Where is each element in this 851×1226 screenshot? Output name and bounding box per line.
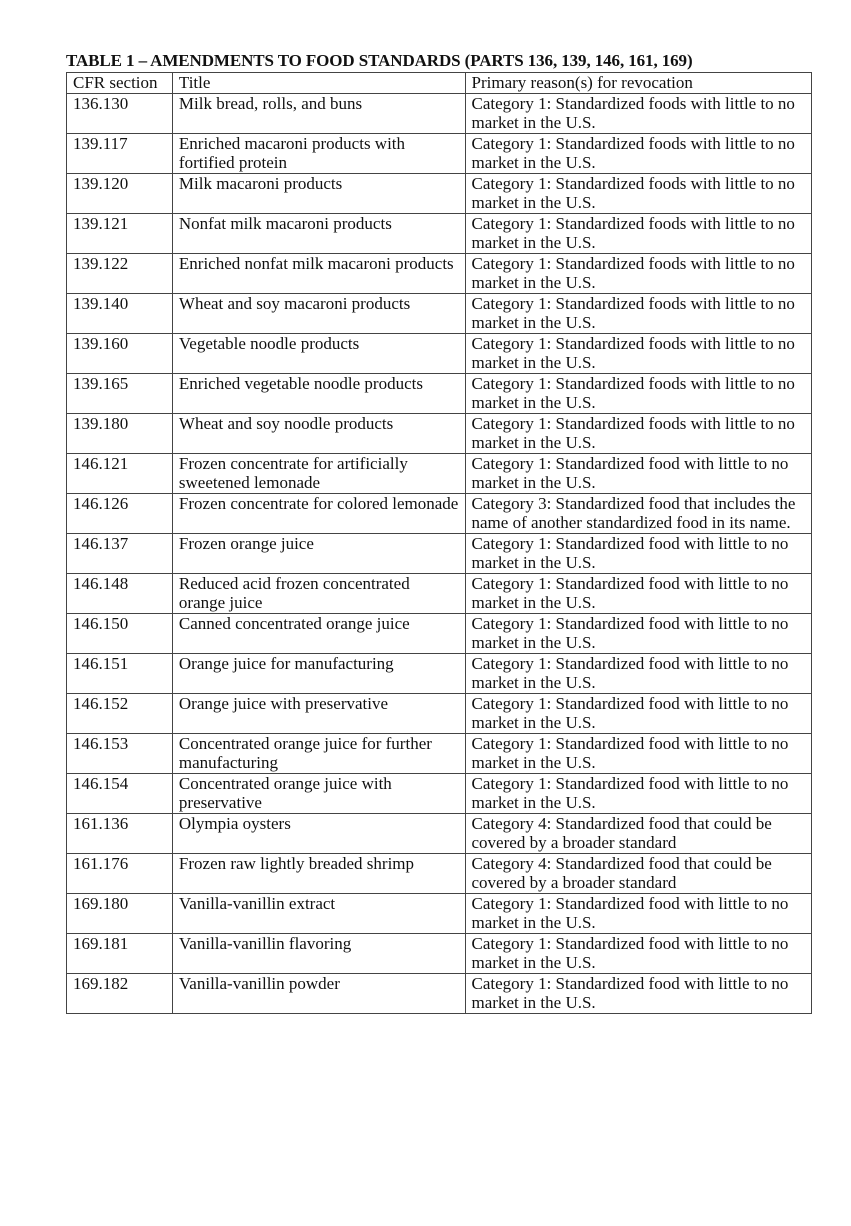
cell-cfr-section: 146.154 [67,773,173,813]
header-title: Title [172,73,465,94]
table-row [67,93,812,133]
cell-reason: Category 1: Standardized foods with little to no market in the U.S. [465,373,811,413]
cell-cfr-section: 146.151 [67,653,173,693]
cell-title: Milk bread, rolls, and buns [172,93,465,133]
cell-title: Canned concentrated orange juice [172,613,465,653]
table-row [67,933,812,973]
cell-cfr-section: 139.122 [67,253,173,293]
table-row [67,693,812,733]
cell-cfr-section: 146.137 [67,533,173,573]
cell-cfr-section: 139.180 [67,413,173,453]
cell-reason: Category 1: Standardized food with little to no market in the U.S. [465,533,811,573]
cell-reason: Category 1: Standardized food with little to no market in the U.S. [465,573,811,613]
cell-title: Olympia oysters [172,813,465,853]
cell-reason: Category 1: Standardized foods with little to no market in the U.S. [465,173,811,213]
table-row [67,413,812,453]
cell-title: Frozen raw lightly breaded shrimp [172,853,465,893]
cell-reason: Category 1: Standardized foods with little to no market in the U.S. [465,93,811,133]
cell-title: Enriched vegetable noodle products [172,373,465,413]
header-reason: Primary reason(s) for revocation [465,73,811,94]
table-header-row [67,73,812,94]
header-cfr-section: CFR section [67,73,173,94]
food-standards-table [66,72,812,1014]
table-row [67,573,812,613]
cell-title: Frozen concentrate for colored lemonade [172,493,465,533]
cell-title: Orange juice with preservative [172,693,465,733]
table-row [67,973,812,1013]
cell-reason: Category 1: Standardized food with little to no market in the U.S. [465,773,811,813]
cell-reason: Category 1: Standardized food with little to no market in the U.S. [465,613,811,653]
table-row [67,893,812,933]
table-row [67,173,812,213]
table-row [67,533,812,573]
cell-cfr-section: 169.182 [67,973,173,1013]
cell-title: Milk macaroni products [172,173,465,213]
table-row [67,853,812,893]
cell-reason: Category 1: Standardized food with little to no market in the U.S. [465,453,811,493]
table-title: TABLE 1 – AMENDMENTS TO FOOD STANDARDS (PARTS 136, 139, 146, 161, 169) [66,51,693,70]
cell-reason: Category 1: Standardized foods with little to no market in the U.S. [465,333,811,373]
cell-title: Enriched macaroni products with fortified protein [172,133,465,173]
cell-cfr-section: 146.126 [67,493,173,533]
table-row [67,213,812,253]
cell-reason: Category 4: Standardized food that could be covered by a broader standard [465,853,811,893]
cell-cfr-section: 139.120 [67,173,173,213]
table-row [67,733,812,773]
cell-title: Enriched nonfat milk macaroni products [172,253,465,293]
cell-cfr-section: 161.136 [67,813,173,853]
cell-cfr-section: 146.152 [67,693,173,733]
cell-title: Frozen orange juice [172,533,465,573]
cell-reason: Category 1: Standardized food with little to no market in the U.S. [465,693,811,733]
cell-reason: Category 3: Standardized food that includes the name of another standardized food in its name. [465,493,811,533]
table-row [67,613,812,653]
cell-cfr-section: 146.148 [67,573,173,613]
cell-cfr-section: 139.165 [67,373,173,413]
cell-title: Frozen concentrate for artificially sweetened lemonade [172,453,465,493]
cell-title: Orange juice for manufacturing [172,653,465,693]
cell-reason: Category 1: Standardized food with little to no market in the U.S. [465,973,811,1013]
cell-reason: Category 1: Standardized foods with little to no market in the U.S. [465,213,811,253]
cell-title: Vegetable noodle products [172,333,465,373]
table-row [67,253,812,293]
cell-cfr-section: 169.180 [67,893,173,933]
cell-cfr-section: 146.121 [67,453,173,493]
cell-cfr-section: 146.150 [67,613,173,653]
cell-cfr-section: 139.160 [67,333,173,373]
table-row [67,133,812,173]
cell-cfr-section: 146.153 [67,733,173,773]
cell-reason: Category 1: Standardized food with little to no market in the U.S. [465,653,811,693]
cell-cfr-section: 139.117 [67,133,173,173]
table-row [67,813,812,853]
table-row [67,293,812,333]
cell-title: Vanilla-vanillin powder [172,973,465,1013]
cell-title: Nonfat milk macaroni products [172,213,465,253]
cell-reason: Category 1: Standardized food with little to no market in the U.S. [465,733,811,773]
cell-reason: Category 1: Standardized foods with little to no market in the U.S. [465,413,811,453]
cell-title: Reduced acid frozen concentrated orange juice [172,573,465,613]
table-row [67,453,812,493]
cell-title: Concentrated orange juice with preservative [172,773,465,813]
table-row [67,373,812,413]
table-row [67,493,812,533]
table-row [67,333,812,373]
cell-title: Concentrated orange juice for further manufacturing [172,733,465,773]
cell-cfr-section: 169.181 [67,933,173,973]
cell-cfr-section: 139.121 [67,213,173,253]
cell-title: Wheat and soy noodle products [172,413,465,453]
cell-title: Vanilla-vanillin flavoring [172,933,465,973]
cell-reason: Category 1: Standardized foods with little to no market in the U.S. [465,133,811,173]
cell-cfr-section: 139.140 [67,293,173,333]
cell-reason: Category 1: Standardized foods with little to no market in the U.S. [465,293,811,333]
cell-reason: Category 1: Standardized food with little to no market in the U.S. [465,893,811,933]
cell-title: Vanilla-vanillin extract [172,893,465,933]
cell-reason: Category 4: Standardized food that could be covered by a broader standard [465,813,811,853]
cell-cfr-section: 161.176 [67,853,173,893]
cell-reason: Category 1: Standardized food with little to no market in the U.S. [465,933,811,973]
table-row [67,773,812,813]
cell-title: Wheat and soy macaroni products [172,293,465,333]
table-row [67,653,812,693]
cell-reason: Category 1: Standardized foods with little to no market in the U.S. [465,253,811,293]
cell-cfr-section: 136.130 [67,93,173,133]
